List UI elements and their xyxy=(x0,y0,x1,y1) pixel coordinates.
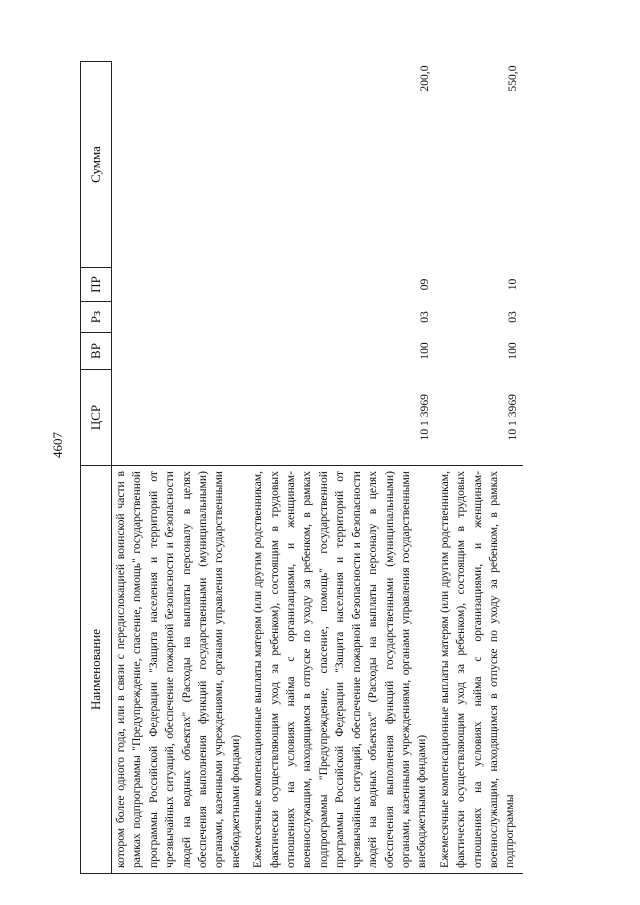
header-vr: ВР xyxy=(81,333,112,370)
table-row xyxy=(435,62,523,874)
row-vr: 100 xyxy=(418,342,432,360)
row-name: Ежемесячные компенсационные выплаты матерям (или другим родственникам, фактически осуществляющим уход за ребенком), состоящим в трудовых отношениях на условиях найма с организациями, и женщинам-военнослужащим, находящимся в отпуске по уходу за ребенком, в рамках подпрограммы xyxy=(435,466,523,874)
row-name: Ежемесячные компенсационные выплаты матерям (или другим родственникам, фактически осуществляющим уход за ребенком), состоящим в трудовых отношениях на условиях найма с организациями, и женщинам-военнослужащим, находящимся в отпуске по уходу за ребенком, в рамках подпрограммы "Предупреждение, спасение, помощь" государственной программы Российской Федерации "Защита населения и территорий от чрезвычайных ситуаций, обеспечение пожарной безопасности и безопасности людей на водных объектах" (Расходы на выплаты персоналу в целях обеспечения выполнения функций государственными (муниципальными) органами, казенными учреждениями, органами управления государственными внебюджетными фондами) xyxy=(248,466,434,874)
budget-table xyxy=(80,61,523,874)
header-csr: ЦСР xyxy=(81,370,112,466)
header-sum: Сумма xyxy=(81,62,112,268)
table-header-row xyxy=(81,62,112,874)
row-rz: 03 xyxy=(418,311,432,323)
header-rz: Рз xyxy=(81,302,112,333)
row-rz: 03 xyxy=(506,311,520,323)
row-sum: 200,0 xyxy=(418,65,432,92)
row-pr: 09 xyxy=(418,278,432,291)
table-row xyxy=(248,62,434,874)
row-pr: 10 xyxy=(506,278,520,291)
row-csr: 10 1 3969 xyxy=(418,394,432,441)
row-vr: 100 xyxy=(506,342,520,360)
row-name: котором более одного года, или в связи с передислокацией воинской части в рамках подпрограммы "Предупреждение, спасение, помощь" государственной программы Российской Федерации "Защита населения и территорий от чрезвычайных ситуаций, обеспечение пожарной безопасности и безопасности людей на водных объектах" (Расходы на выплаты персоналу в целях обеспечения выполнения функций государственными (муниципальными) органами, казенными учреждениями, органами управления государственными внебюджетными фондами) xyxy=(112,466,249,874)
page-number: 4607 xyxy=(50,432,65,458)
row-csr: 10 1 3969 xyxy=(506,394,520,441)
rotated-page-content xyxy=(80,62,626,874)
row-sum xyxy=(112,62,249,268)
header-pr: ПР xyxy=(81,268,112,302)
header-name: Наименование xyxy=(81,466,112,874)
row-rz xyxy=(112,302,249,333)
row-csr xyxy=(112,370,249,466)
table-row xyxy=(112,62,249,874)
row-pr xyxy=(112,268,249,302)
row-vr xyxy=(112,333,249,370)
row-sum: 550,0 xyxy=(506,65,520,92)
